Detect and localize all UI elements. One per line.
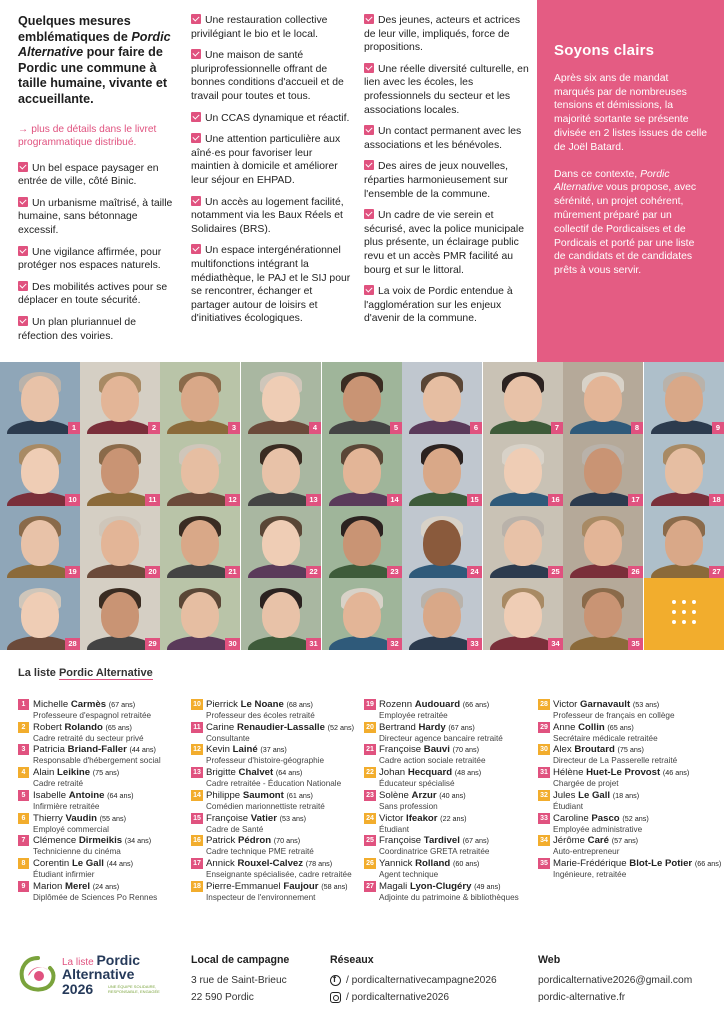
dot-decoration <box>682 600 686 604</box>
candidate-number-badge: 5 <box>18 790 29 801</box>
candidate-entry <box>364 813 539 835</box>
candidate-number-badge: 35 <box>628 638 643 650</box>
campaign-office-title: Local de campagne <box>191 954 290 966</box>
candidate-number-badge: 6 <box>18 813 29 824</box>
candidate-entry <box>18 835 193 857</box>
candidate-photo <box>563 578 643 650</box>
candidate-name: Pierre-Emmanuel Faujour (58 ans) <box>206 880 348 892</box>
candidate-role: Étudiant infirmier <box>33 869 95 879</box>
measure-item: La voix de Pordic entendue à l'agglomération sur les enjeux d'avenir de la commune. <box>364 286 513 325</box>
candidate-photo <box>80 578 160 650</box>
measure-item: Des aires de jeux nouvelles, réparties harmonieusement sur l'ensemble de la commune. <box>364 161 508 200</box>
website-link[interactable]: pordic-alternative.fr <box>538 992 626 1003</box>
candidate-role: Professeur des écoles retraité <box>206 711 315 720</box>
candidate-number-badge: 14 <box>191 790 203 801</box>
candidate-name: Anne Collin (65 ans) <box>553 721 634 733</box>
candidate-number-badge: 34 <box>548 638 563 650</box>
candidate-number-badge: 34 <box>538 835 550 846</box>
measures-column-3 <box>364 14 530 334</box>
candidate-number-badge: 28 <box>65 638 80 650</box>
candidate-role: Chargée de projet <box>553 779 619 789</box>
candidate-photo <box>483 434 563 506</box>
candidate-name: Isabelle Antoine (64 ans) <box>33 789 134 801</box>
dot-decoration <box>692 610 696 614</box>
more-details-note: → plus de détails dans le livret programmatique distribué. <box>18 123 157 148</box>
campaign-office-city: 22 590 Pordic <box>191 992 254 1003</box>
candidate-number-badge: 13 <box>191 767 203 778</box>
candidate-name: Alain Leikine (75 ans) <box>33 767 120 779</box>
candidate-number-badge: 1 <box>18 699 29 710</box>
candidate-entry <box>191 858 366 880</box>
candidate-entry <box>18 790 193 812</box>
candidate-role: Cadre retraité du secteur privé <box>33 733 144 743</box>
candidate-entry <box>18 699 193 721</box>
candidate-entry <box>191 699 366 721</box>
candidate-photo <box>160 578 240 650</box>
candidate-number-badge: 30 <box>538 744 550 755</box>
candidate-number-badge: 32 <box>387 638 402 650</box>
candidate-entry <box>364 835 539 857</box>
candidate-photo <box>483 578 563 650</box>
measure-item: Une vigilance affirmée, pour protéger nos espaces naturels. <box>18 246 162 272</box>
candidate-number-badge: 26 <box>364 858 376 869</box>
candidate-name: Carine Renaudier-Lassalle (52 ans) <box>206 721 354 733</box>
candidate-number-badge: 11 <box>145 494 160 506</box>
candidate-entry <box>364 881 539 903</box>
candidate-entry <box>364 722 539 744</box>
candidate-role: Employé commercial <box>33 824 109 834</box>
candidate-name: Robert Rolando (65 ans) <box>33 721 132 733</box>
candidate-role: Professeur d'histoire-géographie <box>206 756 325 766</box>
facebook-icon[interactable] <box>330 975 341 986</box>
candidate-number-badge: 28 <box>538 699 550 710</box>
candidate-number-badge: 8 <box>18 858 29 869</box>
measure-item: Un CCAS dynamique et réactif. <box>191 112 351 126</box>
candidate-entry <box>364 790 539 812</box>
candidate-photo <box>160 362 240 434</box>
checkmark-icon <box>18 316 28 326</box>
candidate-number-badge: 15 <box>467 494 482 506</box>
checkmark-icon <box>191 133 201 143</box>
candidate-role: Employée administrative <box>553 824 643 834</box>
candidate-entry <box>538 857 722 880</box>
candidate-entry <box>538 790 713 812</box>
candidate-name: Kevin Lainé (37 ans) <box>206 744 287 756</box>
candidate-role: Auto-entrepreneur <box>553 847 620 857</box>
candidate-name: Françoise Tardivel (67 ans) <box>379 835 489 847</box>
candidate-role: Infirmière retraitée <box>33 801 100 811</box>
candidate-number-badge: 17 <box>191 858 203 869</box>
candidate-name: Johan Hecquard (48 ans) <box>379 767 482 779</box>
candidate-photo <box>80 434 160 506</box>
candidate-role: Cadre de Santé <box>206 824 264 834</box>
candidate-number-badge: 31 <box>538 767 550 778</box>
checkmark-icon <box>191 244 201 254</box>
checkmark-icon <box>191 14 201 24</box>
candidate-number-badge: 17 <box>628 494 643 506</box>
candidate-number-badge: 14 <box>387 494 402 506</box>
candidate-entry <box>18 767 193 789</box>
candidate-number-badge: 5 <box>390 422 402 434</box>
candidate-number-badge: 3 <box>228 422 240 434</box>
candidate-role: Professeure d'espagnol retraitée <box>33 711 152 720</box>
candidate-name: Françoise Bauvi (70 ans) <box>379 744 479 756</box>
candidate-photo <box>483 362 563 434</box>
candidate-role: Sans profession <box>379 801 438 811</box>
campaign-office-street: 3 rue de Saint-Brieuc <box>191 975 287 986</box>
pordic-alternative-logo: La liste Pordic Alternative 2026 UNE ÉQUIPE SOLIDAIRE, RESPONSABLE, ENGAGÉE <box>18 950 168 1010</box>
list-title: La liste Pordic Alternative <box>18 667 153 679</box>
instagram-link[interactable]: / pordicalternative2026 <box>346 992 450 1003</box>
candidate-name: Pierrick Le Noane (68 ans) <box>206 699 313 710</box>
candidate-number-badge: 21 <box>364 744 376 755</box>
candidate-number-badge: 7 <box>18 835 29 846</box>
candidate-number-badge: 11 <box>191 722 203 733</box>
candidate-role: Coordinatrice GRETA retraitée <box>379 847 490 857</box>
candidate-name: Corentin Le Gall (44 ans) <box>33 857 133 869</box>
candidate-photo <box>241 362 321 434</box>
candidate-number-badge: 29 <box>145 638 160 650</box>
candidate-role: Adjointe du patrimoine & bibliothèques <box>379 892 519 902</box>
candidate-photo <box>402 362 482 434</box>
candidate-role: Cadre technique PME retraité <box>206 847 314 857</box>
candidate-name: Solène Arzur (40 ans) <box>379 789 466 801</box>
candidate-entry <box>18 813 193 835</box>
candidate-photo <box>160 434 240 506</box>
candidate-number-badge: 35 <box>538 858 550 869</box>
checkmark-icon <box>18 281 28 291</box>
candidate-photo <box>322 362 402 434</box>
candidate-number-badge: 32 <box>538 790 550 801</box>
candidate-role: Comédien marionnettiste retraité <box>206 801 325 811</box>
candidate-number-badge: 20 <box>145 566 160 578</box>
candidate-role: Diplômée de Sciences Po Rennes <box>33 892 158 902</box>
candidate-number-badge: 24 <box>364 813 376 824</box>
candidate-number-badge: 29 <box>538 722 550 733</box>
candidate-entry <box>191 744 366 766</box>
candidate-number-badge: 2 <box>148 422 160 434</box>
arrow-right-icon: → <box>18 123 29 135</box>
candidate-photo <box>80 506 160 578</box>
decorative-dots-tile <box>644 578 724 650</box>
checkmark-icon <box>364 160 374 170</box>
instagram-icon[interactable] <box>330 992 341 1003</box>
candidate-number-badge: 6 <box>470 422 482 434</box>
measure-item: Une maison de santé pluriprofessionnelle offrant de bonnes conditions d'accueil et de travail pour toutes et tous. <box>191 50 344 102</box>
candidate-number-badge: 22 <box>306 566 321 578</box>
candidate-photo <box>0 362 80 434</box>
measure-item: Un cadre de vie serein et sécurisé, avec la police municipale plus présente, un éclairage public revu et un accès PMR facilité au bourg et sur le littoral. <box>364 210 524 276</box>
checkmark-icon <box>364 209 374 219</box>
candidate-name: Patricia Briand-Faller (44 ans) <box>33 744 156 756</box>
candidate-number-badge: 19 <box>65 566 80 578</box>
measures-column-1 <box>18 14 178 351</box>
candidate-name: Victor Garnavault (53 ans) <box>553 699 660 710</box>
candidate-role: Enseignante spécialisée, cadre retraitée <box>206 869 352 879</box>
candidate-role: Inspecteur de l'environnement <box>206 892 316 902</box>
candidate-photo <box>80 362 160 434</box>
candidate-name: Alex Broutard (75 ans) <box>553 744 644 756</box>
candidate-number-badge: 20 <box>364 722 376 733</box>
email-link[interactable]: pordicalternative2026@gmail.com <box>538 975 693 986</box>
candidate-entry <box>538 835 713 857</box>
checkmark-icon <box>18 162 28 172</box>
candidate-name: Patrick Pédron (70 ans) <box>206 835 301 847</box>
candidate-name: Marie-Frédérique Blot-Le Potier (66 ans) <box>553 857 722 869</box>
candidate-name: Rozenn Audouard (66 ans) <box>379 699 490 710</box>
candidate-name: Brigitte Chalvet (64 ans) <box>206 767 303 779</box>
candidate-number-badge: 15 <box>191 813 203 824</box>
dot-decoration <box>682 620 686 624</box>
candidate-name: Caroline Pasco (52 ans) <box>553 812 649 824</box>
candidate-entry <box>364 858 539 880</box>
candidate-number-badge: 25 <box>548 566 563 578</box>
candidate-number-badge: 16 <box>548 494 563 506</box>
candidate-entry <box>538 699 713 721</box>
measure-item: Un bel espace paysager en entrée de ville, côté Binic. <box>18 162 159 188</box>
measure-item: Des jeunes, acteurs et actrices de leur ville, impliqués, force de propositions. <box>364 15 521 54</box>
candidate-name: Michelle Carmès (67 ans) <box>33 699 136 710</box>
candidate-number-badge: 12 <box>191 744 203 755</box>
candidate-entry <box>364 699 539 721</box>
intro-heading: Quelques mesures emblématiques de Pordic Alternative pour faire de Pordic une commune à taille humaine, vivante et accueillante. <box>18 14 171 106</box>
checkmark-icon <box>191 196 201 206</box>
candidate-number-badge: 2 <box>18 722 29 733</box>
candidate-number-badge: 10 <box>65 494 80 506</box>
measures-section <box>0 0 724 362</box>
candidate-name: Françoise Vatier (53 ans) <box>206 812 306 824</box>
measures-column-2 <box>191 14 351 334</box>
candidate-number-badge: 4 <box>309 422 321 434</box>
candidate-entry <box>18 722 193 744</box>
swirl-logo-icon <box>18 954 58 994</box>
candidate-photo <box>483 506 563 578</box>
candidate-photo <box>241 506 321 578</box>
candidate-role: Ingénieure, retraitée <box>553 869 627 879</box>
candidate-number-badge: 18 <box>709 494 724 506</box>
web-title: Web <box>538 954 561 966</box>
networks-title: Réseaux <box>330 954 374 966</box>
candidate-photo <box>563 434 643 506</box>
candidate-number-badge: 3 <box>18 744 29 755</box>
measure-item: Une réelle diversité culturelle, en lien avec les écoles, les professionnels du secteur et les associations locales. <box>364 63 529 116</box>
candidate-name: Thierry Vaudin (55 ans) <box>33 812 127 824</box>
candidate-number-badge: 33 <box>538 813 550 824</box>
candidate-number-badge: 8 <box>631 422 643 434</box>
checkmark-icon <box>18 197 28 207</box>
candidate-photo <box>0 506 80 578</box>
candidate-entry <box>18 881 193 903</box>
candidate-photo <box>241 434 321 506</box>
soyons-clairs-box <box>537 0 724 362</box>
candidate-role: Directeur agence bancaire retraité <box>379 733 503 743</box>
soyons-clairs-paragraph-1: Après six ans de mandat marqués par de nombreuses tensions et démissions, la majorité sortante se présente divisée en 2 listes issues de celle de Joël Batard. <box>554 72 708 153</box>
checkmark-icon <box>191 49 201 59</box>
candidate-role: Cadre retraitée - Éducation Nationale <box>206 779 342 789</box>
measure-item: Un contact permanent avec les associations et les bénévoles. <box>364 126 522 151</box>
checkmark-icon <box>364 285 374 295</box>
candidate-photo <box>563 506 643 578</box>
candidate-number-badge: 7 <box>551 422 563 434</box>
candidate-role: Étudiant <box>553 801 584 811</box>
measure-item: Un urbanisme maîtrisé, à taille humaine, sans bétonnage excessif. <box>18 197 173 236</box>
candidate-number-badge: 33 <box>467 638 482 650</box>
candidate-number-badge: 10 <box>191 699 203 710</box>
dot-decoration <box>672 600 676 604</box>
candidate-role: Consultante <box>206 733 250 743</box>
candidate-number-badge: 1 <box>68 422 80 434</box>
candidate-number-badge: 24 <box>467 566 482 578</box>
candidate-number-badge: 16 <box>191 835 203 846</box>
candidate-role: Cadre retraité <box>33 779 84 789</box>
candidate-entry <box>191 835 366 857</box>
candidate-number-badge: 9 <box>712 422 724 434</box>
candidate-name: Jérôme Caré (57 ans) <box>553 835 639 847</box>
candidate-entry <box>538 722 713 744</box>
candidate-name: Magali Lyon-Clugéry (49 ans) <box>379 880 501 892</box>
candidate-number-badge: 23 <box>387 566 402 578</box>
measure-item: Une attention particulière aux aîné·es pour favoriser leur maintien à domicile et améliorer leur séjour en EHPAD. <box>191 134 341 186</box>
candidate-entry <box>18 744 193 766</box>
facebook-link[interactable]: / pordicalternativecampagne2026 <box>346 975 497 986</box>
candidate-entry <box>538 767 713 789</box>
candidate-number-badge: 4 <box>18 767 29 778</box>
candidate-entry <box>18 858 193 880</box>
candidate-number-badge: 18 <box>191 881 203 892</box>
candidate-entry <box>191 722 366 744</box>
dot-decoration <box>672 610 676 614</box>
dot-decoration <box>682 610 686 614</box>
measure-item: Un accès au logement facilité, notamment via les Baux Réels et Solidaires (BRS). <box>191 196 344 235</box>
candidate-role: Secrétaire médicale retraitée <box>553 733 658 743</box>
candidate-role: Employée retraitée <box>379 711 448 720</box>
candidate-photo <box>402 434 482 506</box>
candidate-number-badge: 22 <box>364 767 376 778</box>
candidate-name: Bertrand Hardy (67 ans) <box>379 721 475 733</box>
candidate-photo <box>0 434 80 506</box>
candidate-photo <box>644 506 724 578</box>
candidate-name: Hélène Huet-Le Provost (46 ans) <box>553 767 690 779</box>
candidate-number-badge: 30 <box>225 638 240 650</box>
soyons-clairs-paragraph-2: Dans ce contexte, Pordic Alternative vous propose, avec sérénité, un projet cohérent, mûrement préparé par un collectif de Pordicaises et de Pordicais et porté par une liste de candidats et de candidates prêts à vous servir. <box>554 168 697 277</box>
candidate-photo <box>322 434 402 506</box>
checkmark-icon <box>364 63 374 73</box>
candidate-role: Responsable d'hébergement social <box>33 756 161 766</box>
measure-item: Un plan pluriannuel de réfection des voiries. <box>18 316 136 342</box>
candidate-number-badge: 21 <box>225 566 240 578</box>
candidate-role: Étudiant <box>379 824 410 834</box>
candidate-name: Jules Le Gall (18 ans) <box>553 789 640 801</box>
candidate-number-badge: 9 <box>18 881 29 892</box>
checkmark-icon <box>191 112 201 122</box>
candidate-name: Victor Ifeakor (22 ans) <box>379 812 467 824</box>
soyons-clairs-title: Soyons clairs <box>554 42 655 59</box>
candidates-photo-grid <box>0 362 724 650</box>
candidate-entry <box>191 790 366 812</box>
candidate-entry <box>538 744 713 766</box>
dot-decoration <box>692 600 696 604</box>
candidate-name: Philippe Saumont (61 ans) <box>206 789 313 801</box>
measure-item: Une restauration collective privilégiant le bio et le local. <box>191 15 328 40</box>
candidate-role: Professeur de français en collège <box>553 711 675 720</box>
candidate-role: Éducateur spécialisé <box>379 779 455 789</box>
candidate-number-badge: 31 <box>306 638 321 650</box>
candidate-photo <box>322 578 402 650</box>
candidate-photo <box>644 362 724 434</box>
checkmark-icon <box>364 14 374 24</box>
candidate-photo <box>241 578 321 650</box>
candidate-number-badge: 25 <box>364 835 376 846</box>
measure-item: Des mobilités actives pour se déplacer en toute sécurité. <box>18 281 168 307</box>
candidate-photo <box>0 578 80 650</box>
candidate-role: Directeur de La Passerelle retraité <box>553 756 678 766</box>
candidate-name: Clémence Dirmeikis (34 ans) <box>33 835 152 847</box>
checkmark-icon <box>18 246 28 256</box>
candidate-photo <box>322 506 402 578</box>
candidate-entry <box>364 744 539 766</box>
checkmark-icon <box>364 125 374 135</box>
candidate-photo <box>160 506 240 578</box>
candidate-entry <box>191 813 366 835</box>
candidate-photo <box>563 362 643 434</box>
candidate-photo <box>402 506 482 578</box>
candidate-entry <box>191 767 366 789</box>
candidate-name: Marion Merel (24 ans) <box>33 880 120 892</box>
candidate-role: Cadre action sociale retraitée <box>379 756 486 766</box>
candidate-role: Agent technique <box>379 869 439 879</box>
candidate-name: Yannick Rolland (60 ans) <box>379 857 480 869</box>
measure-item: Un espace intergénérationnel multifonctions intégrant la médiathèque, le PAJ et le SIJ pour se rencontrer, échanger et partager autour de loisirs et d'initiatives écologiques. <box>191 245 351 325</box>
candidate-entry <box>364 767 539 789</box>
dot-decoration <box>672 620 676 624</box>
candidate-entry <box>191 881 366 903</box>
candidate-number-badge: 26 <box>628 566 643 578</box>
candidate-role: Technicienne du cinéma <box>33 847 121 857</box>
candidate-photo <box>402 578 482 650</box>
candidate-photo <box>644 434 724 506</box>
candidate-number-badge: 12 <box>225 494 240 506</box>
candidate-number-badge: 19 <box>364 699 376 710</box>
candidate-number-badge: 13 <box>306 494 321 506</box>
candidate-number-badge: 27 <box>709 566 724 578</box>
candidate-name: Annick Rouxel-Calvez (78 ans) <box>206 857 333 869</box>
candidate-number-badge: 27 <box>364 881 376 892</box>
candidate-number-badge: 23 <box>364 790 376 801</box>
candidate-entry <box>538 813 713 835</box>
dot-decoration <box>692 620 696 624</box>
